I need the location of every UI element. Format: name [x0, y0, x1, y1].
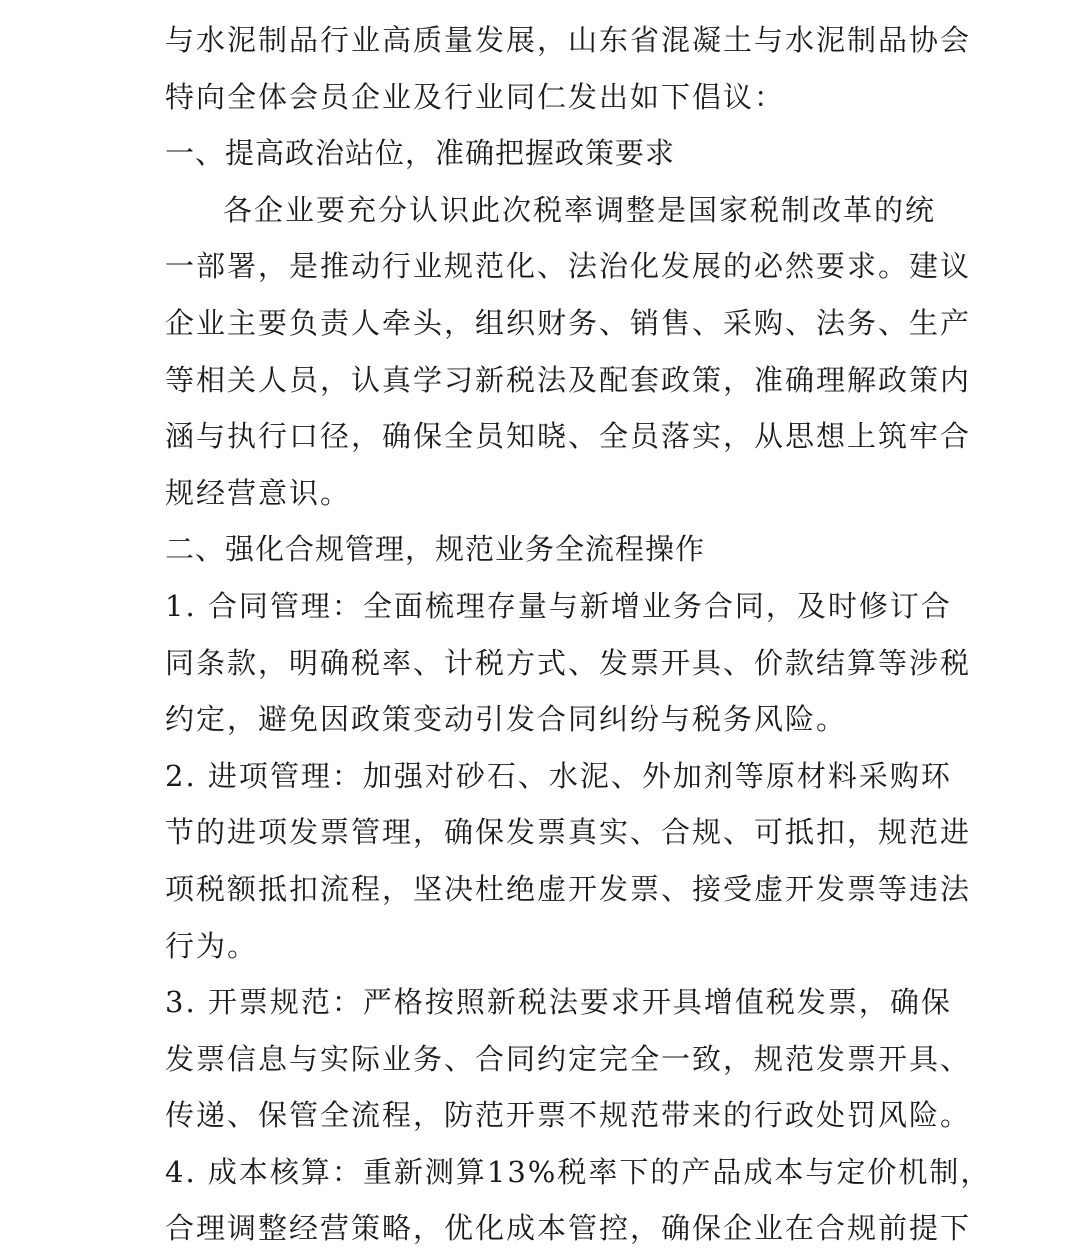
- list-item-line: 1. 合同管理：全面梳理存量与新增业务合同，及时修订合: [165, 588, 952, 623]
- list-item-line: 合理调整经营策略，优化成本管控，确保企业在合规前提下: [165, 1211, 972, 1246]
- paragraph-line: 特向全体会员企业及行业同仁发出如下倡议：: [165, 79, 786, 114]
- paragraph-line: 涵与执行口径，确保全员知晓、全员落实，从思想上筑牢合: [165, 419, 972, 454]
- paragraph-line: 规经营意识。: [165, 475, 352, 510]
- list-item-line: 2. 进项管理：加强对砂石、水泥、外加剂等原材料采购环: [165, 758, 952, 793]
- paragraph-line: 与水泥制品行业高质量发展，山东省混凝土与水泥制品协会: [165, 23, 972, 57]
- list-item-line: 节的进项发票管理，确保发票真实、合规、可抵扣，规范进: [165, 815, 972, 850]
- list-item-line: 约定，避免因政策变动引发合同纠纷与税务风险。: [165, 702, 848, 737]
- list-item-line: 3. 开票规范：严格按照新税法要求开具增值税发票，确保: [165, 985, 952, 1020]
- paragraph-line: 一部署，是推动行业规范化、法治化发展的必然要求。建议: [165, 249, 972, 284]
- list-item-line: 项税额抵扣流程，坚决杜绝虚开发票、接受虚开发票等违法: [165, 871, 972, 906]
- list-item-line: 4. 成本核算：重新测算13%税率下的产品成本与定价机制，: [165, 1154, 992, 1189]
- paragraph-line: 各企业要充分认识此次税率调整是国家税制改革的统: [223, 192, 937, 227]
- paragraph-line: 企业主要负责人牵头，组织财务、销售、采购、法务、生产: [165, 305, 972, 340]
- list-item-line: 行为。: [165, 928, 259, 963]
- list-item-line: 发票信息与实际业务、合同约定完全一致，规范发票开具、: [165, 1041, 972, 1076]
- list-item-line: 同条款，明确税率、计税方式、发票开具、价款结算等涉税: [165, 645, 972, 680]
- list-item-line: 传递、保管全流程，防范开票不规范带来的行政处罚风险。: [165, 1098, 972, 1133]
- document-body: [165, 12, 992, 1257]
- paragraph-line: 等相关人员，认真学习新税法及配套政策，准确理解政策内: [165, 362, 972, 397]
- section-heading-2: 二、强化合规管理，规范业务全流程操作: [165, 532, 706, 567]
- section-heading-1: 一、提高政治站位，准确把握政策要求: [165, 136, 676, 171]
